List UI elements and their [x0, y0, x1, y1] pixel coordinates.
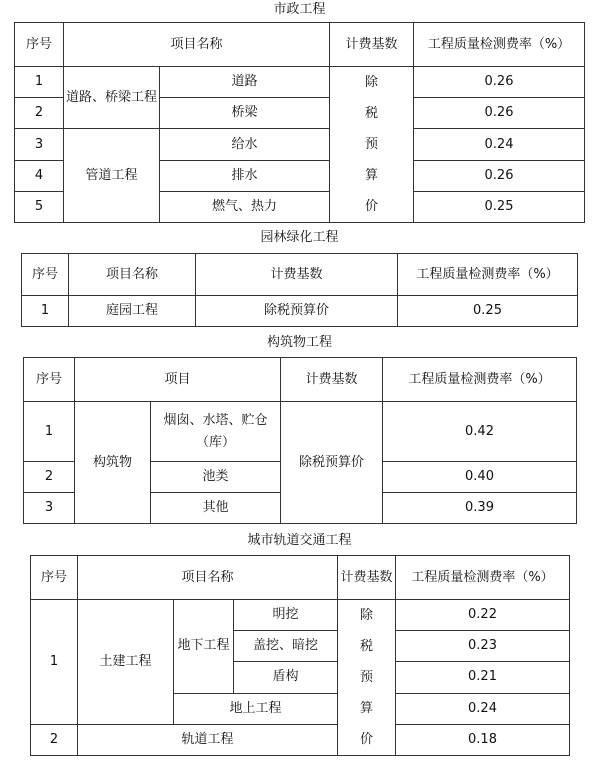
- row-item: 桥梁: [160, 98, 330, 129]
- row-no: 4: [15, 161, 64, 192]
- header-rate: 工程质量检测费率（%）: [396, 556, 570, 600]
- header-basis: 计费基数: [330, 23, 414, 67]
- group-structures: 构筑物: [75, 402, 151, 524]
- row-rate: 0.25: [414, 192, 585, 223]
- basis-cell: [338, 600, 396, 756]
- row-no: 1: [31, 600, 78, 725]
- header-rate: 工程质量检测费率（%）: [398, 254, 578, 296]
- row-no: 1: [24, 402, 75, 462]
- row-rate: 0.26: [414, 67, 585, 98]
- row-no: 2: [24, 462, 75, 493]
- row-no: 2: [31, 724, 78, 755]
- basis-char: 税: [359, 639, 373, 654]
- section4-title: 城市轨道交通工程: [247, 533, 352, 548]
- row-item: 盾构: [234, 662, 338, 693]
- row-name: 庭园工程: [69, 296, 196, 327]
- row-basis: 除税预算价: [196, 296, 398, 327]
- row-no: 3: [15, 129, 64, 161]
- header-name: 项目: [75, 358, 281, 402]
- row-no: 5: [15, 192, 64, 223]
- header-no: 序号: [22, 254, 69, 296]
- basis-char: 除: [365, 75, 379, 90]
- section3-title: 构筑物工程: [266, 335, 332, 350]
- header-basis: 计费基数: [196, 254, 398, 296]
- municipal-table: [14, 22, 585, 223]
- row-rate: 0.26: [414, 161, 585, 192]
- header-no: 序号: [31, 556, 78, 600]
- row-item: 明挖: [234, 600, 338, 631]
- basis-char: 税: [365, 106, 379, 121]
- basis-char: 价: [365, 199, 379, 214]
- row-no: 2: [15, 98, 64, 129]
- basis-char: 算: [359, 701, 373, 716]
- row-rate: 0.39: [383, 493, 577, 524]
- row-item-line: 烟囱、水塔、贮仓: [163, 412, 268, 428]
- row-rate: 0.24: [414, 129, 585, 161]
- row-no: 3: [24, 493, 75, 524]
- row-rate: 0.40: [383, 462, 577, 493]
- group-pipeline: 管道工程: [64, 129, 160, 223]
- row-no: 1: [22, 296, 69, 327]
- row-item: 排水: [160, 161, 330, 192]
- header-no: 序号: [15, 23, 64, 67]
- group-civil: 土建工程: [78, 600, 174, 725]
- row-item: 地上工程: [174, 693, 338, 724]
- row-item: 池类: [151, 462, 281, 493]
- header-name: 项目名称: [64, 23, 330, 67]
- header-basis: 计费基数: [281, 358, 383, 402]
- row-rate: 0.42: [383, 402, 577, 462]
- header-name: 项目名称: [69, 254, 196, 296]
- row-rate: 0.25: [398, 296, 578, 327]
- header-name: 项目名称: [78, 556, 338, 600]
- row-item: 燃气、热力: [160, 192, 330, 223]
- basis-char: 预: [359, 670, 373, 685]
- row-item: 其他: [151, 493, 281, 524]
- header-rate: 工程质量检测费率（%）: [383, 358, 577, 402]
- row-rate: 0.24: [396, 693, 570, 724]
- row-no: 1: [15, 67, 64, 98]
- row-item: 道路: [160, 67, 330, 98]
- section1-title: 市政工程: [273, 2, 326, 17]
- row-rate: 0.22: [396, 600, 570, 631]
- landscape-table: [21, 253, 578, 327]
- header-rate: 工程质量检测费率（%）: [414, 23, 585, 67]
- row-item: 盖挖、暗挖: [234, 631, 338, 662]
- row-item: 轨道工程: [78, 724, 338, 755]
- structures-table: [23, 357, 577, 524]
- basis-char: 预: [365, 137, 379, 152]
- group-underground: 地下工程: [174, 600, 234, 694]
- row-item: 给水: [160, 129, 330, 161]
- basis-char: 价: [359, 732, 373, 747]
- row-rate: 0.23: [396, 631, 570, 662]
- group-road-bridge: 道路、桥梁工程: [64, 67, 160, 129]
- row-rate: 0.18: [396, 724, 570, 755]
- basis-cell: 除税预算价: [281, 402, 383, 524]
- header-basis: 计费基数: [338, 556, 396, 600]
- rail-transit-table: [30, 555, 570, 756]
- basis-char: 算: [365, 168, 379, 183]
- basis-char: 除: [359, 608, 373, 623]
- section2-title: 园林绿化工程: [260, 230, 339, 245]
- basis-cell: [330, 67, 414, 223]
- row-item: [151, 402, 281, 462]
- header-no: 序号: [24, 358, 75, 402]
- row-item-line: （库）: [196, 434, 236, 450]
- row-rate: 0.21: [396, 662, 570, 693]
- row-rate: 0.26: [414, 98, 585, 129]
